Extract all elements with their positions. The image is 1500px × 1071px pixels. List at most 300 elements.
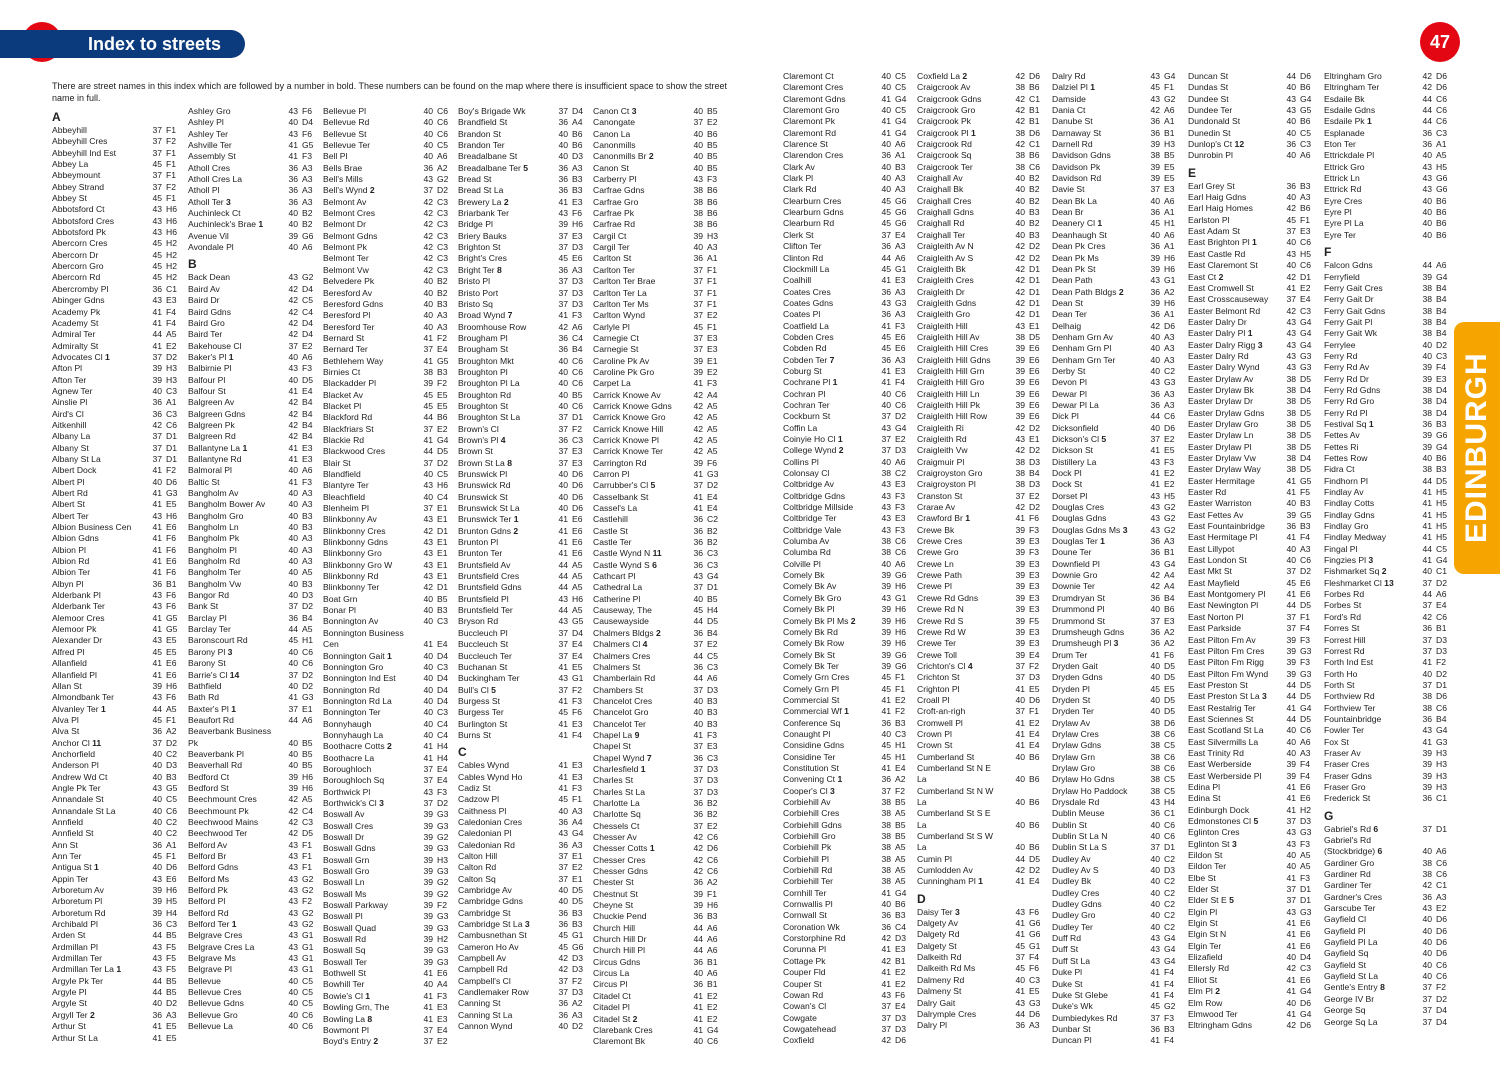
grid-ref: D1: [1164, 842, 1175, 853]
street-name: Dundee Ter: [1188, 105, 1233, 116]
street-entry: [1052, 253, 1182, 264]
map-page: 38: [881, 468, 891, 479]
street-entry: [52, 443, 184, 454]
street-entry: [1188, 1009, 1318, 1020]
grid-ref: A3: [1164, 399, 1175, 410]
map-page: 41: [1422, 521, 1432, 532]
street-entry: [917, 876, 1047, 887]
map-page: 45: [152, 646, 162, 657]
street-name: Eyre Pl La: [1324, 218, 1364, 229]
map-page: 38: [1286, 464, 1296, 475]
street-entry: [1188, 226, 1318, 237]
street-entry: [323, 412, 455, 423]
street-entry: [458, 390, 590, 401]
map-page: 39: [423, 877, 433, 888]
street-entry: [188, 726, 320, 737]
grid-ref: F6: [166, 601, 177, 612]
grid-ref: E3: [572, 457, 583, 468]
grid-ref: A5: [707, 400, 718, 411]
street-entry: [783, 956, 913, 967]
street-name: Abbeyhill Ind Est: [52, 147, 117, 158]
street-name: Craigleith Dr: [917, 286, 965, 297]
street-entry: [323, 265, 455, 276]
grid-ref: B6: [1436, 218, 1447, 229]
street-entry: [323, 775, 455, 786]
street-name: Clinton Rd: [783, 252, 824, 263]
street-name: Corbiehill Pl: [783, 853, 829, 864]
map-page: 43: [423, 571, 433, 582]
street-entry: [188, 185, 320, 196]
street-name: Canning St: [458, 998, 501, 1009]
grid-ref: E3: [572, 446, 583, 457]
street-entry: [1324, 408, 1454, 419]
map-page: 40: [1422, 948, 1432, 959]
street-entry: [783, 253, 913, 264]
street-name: Craigleith Vw: [917, 445, 968, 456]
street-entry: [1052, 899, 1182, 910]
street-entry: [1188, 306, 1318, 317]
grid-ref: G6: [1029, 929, 1041, 940]
street-name: Drummond St: [1052, 615, 1106, 626]
map-page: 44: [1286, 691, 1296, 702]
street-name: Constitution St: [783, 762, 839, 773]
map-page: 42: [1015, 252, 1025, 263]
street-name: Coatfield La: [783, 320, 829, 331]
grid-ref: C6: [437, 117, 448, 128]
grid-ref: E2: [707, 1002, 718, 1013]
map-page: 36: [693, 514, 703, 525]
map-page: 37: [881, 411, 891, 422]
map-page: 40: [1150, 910, 1160, 921]
map-page: 36: [693, 525, 703, 536]
map-page: 37: [693, 264, 703, 275]
map-page: 41: [288, 453, 298, 464]
street-entry: [323, 548, 455, 559]
street-entry: [1188, 907, 1318, 918]
grid-ref: F6: [166, 567, 177, 578]
grid-ref: D2: [895, 411, 906, 422]
street-name: Coates Gdns: [783, 297, 834, 308]
grid-ref: B4: [707, 627, 718, 638]
map-page: 36: [558, 434, 568, 445]
map-page: 43: [881, 297, 891, 308]
grid-ref: B6: [1029, 82, 1040, 93]
street-name: Belgrave Cres: [188, 930, 243, 941]
street-name: Belmont Dr: [323, 219, 366, 230]
street-name: Elliot St: [1188, 974, 1218, 985]
street-entry: [1052, 411, 1182, 422]
grid-ref: A6: [1300, 150, 1311, 161]
grid-ref: A2: [1164, 638, 1175, 649]
grid-ref: E1: [572, 851, 583, 861]
street-name: Croft-an-righ: [917, 706, 966, 717]
street-name: Bryson Rd: [458, 616, 499, 627]
street-entry: [1052, 264, 1182, 275]
grid-ref: E5: [1164, 683, 1175, 694]
street-name: Belford Pl: [188, 896, 226, 907]
map-page: 40: [558, 480, 568, 491]
street-name: Bread St: [458, 174, 492, 185]
street-name: Edmonstones Cl 5: [1188, 816, 1259, 826]
map-page: 40: [1150, 331, 1160, 342]
grid-ref: H6: [572, 593, 583, 604]
street-name: Coates Cres: [783, 286, 831, 297]
street-entry: [917, 434, 1047, 445]
grid-ref: C6: [1300, 237, 1311, 248]
street-entry: [1188, 340, 1318, 351]
street-entry: [323, 866, 455, 877]
map-page: 37: [152, 125, 162, 135]
street-entry: [52, 806, 184, 817]
map-page: 41: [1422, 736, 1432, 747]
street-entry: [1188, 646, 1318, 657]
grid-ref: B6: [895, 899, 906, 910]
street-name: Craighall Gdns: [917, 207, 974, 218]
street-entry: [1052, 706, 1182, 717]
grid-ref: E3: [1164, 615, 1175, 626]
grid-ref: A3: [302, 556, 313, 567]
street-name: East Pilton Fm Wynd: [1188, 668, 1269, 679]
map-page: 42: [423, 219, 433, 230]
street-entry: [593, 628, 725, 639]
street-entry: [783, 876, 913, 887]
street-entry: [783, 150, 913, 161]
street-name: Davidson Pk: [1052, 161, 1101, 172]
map-page: 36: [881, 309, 891, 320]
street-entry: [323, 367, 455, 378]
grid-ref: E2: [166, 340, 177, 351]
map-page: 37: [423, 763, 433, 774]
street-entry: [593, 775, 725, 786]
map-page: 37: [1286, 566, 1296, 577]
street-entry: [1188, 771, 1318, 782]
map-page: 42: [288, 317, 298, 328]
street-entry: [783, 661, 913, 672]
grid-ref: A6: [895, 558, 906, 569]
street-name: Findlay Av: [1324, 487, 1364, 498]
street-entry: [1052, 434, 1182, 445]
grid-ref: D1: [1029, 309, 1040, 320]
street-name: Claremont Pk: [783, 116, 836, 127]
grid-ref: F1: [895, 672, 906, 683]
street-entry: [458, 129, 590, 140]
street-name: Corbiehill Gro: [783, 831, 836, 842]
map-page: 40: [558, 1021, 568, 1032]
map-page: 40: [152, 385, 162, 396]
grid-ref: C3: [437, 230, 448, 241]
street-entry: [188, 140, 320, 151]
street-entry: [1052, 570, 1182, 581]
street-entry: [1188, 408, 1318, 419]
grid-ref: D3: [707, 786, 718, 797]
map-page: 38: [1015, 479, 1025, 490]
grid-ref: C6: [1436, 702, 1447, 713]
map-page: 45: [152, 261, 162, 272]
map-page: 41: [288, 692, 298, 703]
grid-ref: C3: [437, 208, 448, 219]
street-name: Carrick Knowe Gro: [593, 412, 666, 423]
street-entry: [52, 896, 184, 907]
grid-ref: C5: [895, 71, 906, 81]
grid-ref: A5: [302, 567, 313, 578]
street-entry: [783, 309, 913, 320]
map-page: 41: [1150, 967, 1160, 978]
map-page: 36: [1422, 623, 1432, 634]
street-name: Argyle Pl: [52, 987, 87, 998]
street-entry: [1188, 714, 1318, 725]
map-page: 36: [1286, 180, 1296, 191]
grid-ref: H6: [166, 227, 177, 238]
grid-ref: C5: [895, 82, 906, 93]
street-name: Ferry Rd Dr: [1324, 373, 1369, 384]
map-page: 37: [558, 298, 568, 309]
grid-ref: G5: [1300, 509, 1312, 520]
street-entry: [458, 288, 590, 299]
grid-ref: A5: [895, 808, 906, 819]
map-page: [1011, 831, 1025, 842]
grid-ref: D1: [1029, 297, 1040, 308]
map-page: 44: [1286, 600, 1296, 611]
street-name: Carrick Knowe Pl: [593, 434, 659, 445]
grid-ref: C6: [895, 547, 906, 558]
street-name: East Parkside: [1188, 623, 1242, 634]
map-page: 37: [152, 442, 162, 453]
grid-ref: B6: [1029, 150, 1040, 161]
map-page: 44: [558, 559, 568, 570]
street-name: Craigleith Hill Row: [917, 411, 988, 422]
map-page: 40: [1015, 797, 1025, 807]
map-page: 45: [1150, 82, 1160, 93]
index-column: [783, 71, 913, 1047]
grid-ref: A5: [572, 559, 583, 570]
map-page: 37: [152, 453, 162, 464]
map-page: 42: [1422, 611, 1432, 622]
street-name: Bellevue Rd: [323, 117, 370, 128]
street-name: Ellersly Rd: [1188, 963, 1230, 974]
street-entry: [1188, 827, 1318, 838]
map-page: [419, 628, 433, 639]
street-entry: [783, 706, 913, 717]
map-page: 36: [693, 559, 703, 570]
grid-ref: C6: [707, 1036, 718, 1047]
map-page: 44: [288, 714, 298, 725]
grid-ref: C2: [895, 468, 906, 479]
grid-ref: B5: [572, 389, 583, 400]
street-name: Boothacre Cotts 2: [323, 741, 392, 752]
street-name: Craigcrook Pl 1: [917, 127, 976, 138]
grid-ref: B3: [1436, 464, 1447, 475]
street-entry: [52, 658, 184, 669]
grid-ref: E2: [707, 990, 718, 1001]
street-entry: [593, 1025, 725, 1036]
street-name: Blinkbonny Gdns: [323, 537, 388, 548]
grid-ref: B5: [707, 151, 718, 162]
map-page: 37: [693, 741, 703, 752]
map-page: 44: [558, 582, 568, 593]
street-name: Dryden Gdns: [1052, 672, 1103, 683]
street-entry: [188, 976, 320, 987]
street-name: George Sq La: [1324, 1016, 1378, 1027]
map-page: 44: [288, 624, 298, 635]
grid-ref: B4: [302, 408, 313, 419]
grid-ref: A1: [1164, 116, 1175, 127]
street-entry: [323, 163, 455, 174]
map-page: 43: [1150, 955, 1160, 966]
street-entry: [593, 991, 725, 1002]
map-page: 36: [881, 717, 891, 728]
map-page: 40: [693, 140, 703, 151]
grid-ref: D1: [1029, 286, 1040, 297]
street-name: Chesser Cres: [593, 854, 646, 865]
street-name: Fleshmarket Cl 13: [1324, 577, 1394, 588]
map-page: 40: [1150, 876, 1160, 887]
street-name: Dudley Gro: [1052, 910, 1096, 921]
map-page: 42: [1015, 309, 1025, 320]
map-page: 42: [1286, 203, 1296, 214]
street-entry: [1324, 748, 1454, 759]
street-entry: [1324, 635, 1454, 646]
street-entry: [1324, 612, 1454, 623]
grid-ref: G6: [1029, 918, 1041, 929]
grid-ref: E1: [437, 514, 448, 525]
street-entry: [917, 253, 1047, 264]
map-page: 41: [881, 706, 891, 717]
street-name: Chessels Ct: [593, 820, 640, 831]
section-letter: A: [52, 110, 61, 124]
map-page: 40: [1286, 736, 1296, 747]
street-name: Fingzies Pl 3: [1324, 555, 1374, 566]
grid-ref: C6: [1436, 105, 1447, 116]
street-entry: [323, 571, 455, 582]
street-entry: [783, 933, 913, 944]
grid-ref: F3: [302, 151, 313, 162]
street-name: East Adam St: [1188, 226, 1241, 237]
map-page: 40: [1422, 453, 1432, 463]
street-name: Falcon Gdns: [1324, 260, 1373, 271]
grid-ref: C6: [166, 805, 177, 816]
grid-ref: B4: [1436, 282, 1447, 293]
street-name: Bowhill Ter: [323, 979, 365, 990]
map-page: 36: [1150, 241, 1160, 252]
grid-ref: F3: [437, 786, 448, 797]
street-name: East Montgomery Pl: [1188, 589, 1266, 600]
grid-ref: G1: [302, 964, 314, 975]
street-name: Craighall Rd: [917, 218, 965, 229]
street-name: Chapel La 9: [593, 729, 640, 740]
street-name: Abbotsford Pk: [52, 227, 106, 238]
grid-ref: E4: [707, 503, 718, 514]
street-name: Blair St: [323, 457, 351, 468]
street-entry: [917, 298, 1047, 309]
map-page: 43: [288, 128, 298, 139]
street-name: Brunswick St La: [458, 503, 520, 514]
map-page: 41: [152, 1032, 162, 1043]
street-entry: [188, 284, 320, 295]
map-page: 41: [881, 377, 891, 388]
street-name: Bangholm Pl: [188, 544, 237, 555]
grid-ref: B2: [1029, 218, 1040, 229]
street-name: Carrubber's Cl 5: [593, 480, 656, 491]
street-name: Belgrave Cres La: [188, 941, 255, 952]
grid-ref: G1: [572, 673, 584, 684]
map-page: 38: [1150, 774, 1160, 785]
street-name: Conaught Pl: [783, 728, 831, 739]
map-page: 40: [1150, 865, 1160, 876]
street-entry: [783, 1035, 913, 1046]
street-name: Cowgatehead: [783, 1023, 837, 1034]
map-page: 41: [558, 661, 568, 672]
street-name: La: [917, 819, 927, 830]
grid-ref: F1: [1300, 611, 1311, 622]
grid-ref: B6: [572, 140, 583, 151]
grid-ref: G2: [437, 877, 449, 888]
grid-ref: B5: [302, 737, 313, 748]
grid-ref: B3: [1300, 498, 1311, 509]
grid-ref: E4: [895, 1001, 906, 1012]
grid-ref: E5: [1164, 161, 1175, 172]
map-page: 36: [558, 907, 568, 918]
map-page: 41: [693, 1024, 703, 1035]
map-page: 39: [423, 922, 433, 933]
map-page: 36: [1422, 713, 1432, 724]
map-page: 41: [423, 1013, 433, 1024]
grid-ref: D5: [1300, 407, 1311, 418]
street-name: Castle St: [593, 525, 628, 536]
street-entry: [52, 545, 184, 556]
street-name: Alderbank Pl: [52, 590, 101, 601]
street-entry: [593, 322, 725, 333]
street-entry: [1324, 498, 1454, 509]
street-name: Cadiz St: [458, 782, 491, 793]
grid-ref: A5: [166, 329, 177, 340]
map-page: 36: [1150, 808, 1160, 819]
street-entry: [1324, 82, 1454, 93]
map-page: 40: [1422, 971, 1432, 982]
grid-ref: B1: [166, 578, 177, 589]
grid-ref: F2: [1029, 660, 1040, 671]
grid-ref: D5: [707, 616, 718, 627]
street-name: Bellevue: [188, 975, 221, 986]
street-name: Dean Ter: [1052, 309, 1087, 320]
grid-ref: A2: [895, 774, 906, 785]
map-page: 36: [693, 627, 703, 638]
street-entry: [188, 242, 320, 253]
street-entry: [1324, 328, 1454, 339]
street-entry: [783, 774, 913, 785]
street-entry: [323, 753, 455, 764]
map-page: 37: [288, 703, 298, 714]
street-entry: [1324, 532, 1454, 543]
street-entry: [783, 672, 913, 683]
street-name: Clarendon Cres: [783, 150, 844, 161]
street-name: Bellevue La: [188, 1021, 233, 1032]
street-name: Dorset Pl: [1052, 490, 1088, 501]
street-name: Ann St: [52, 839, 78, 850]
grid-ref: B3: [572, 185, 583, 196]
street-name: Campbell Rd: [458, 964, 508, 975]
map-page: 41: [152, 533, 162, 544]
street-name: Blackadder Pl: [323, 378, 377, 389]
map-page: 37: [881, 1001, 891, 1012]
street-name: Crewe Ln: [917, 558, 954, 569]
grid-ref: C5: [437, 469, 448, 479]
grid-ref: A5: [1436, 150, 1447, 161]
grid-ref: C5: [166, 794, 177, 805]
street-entry: [188, 197, 320, 208]
street-entry: [917, 264, 1047, 275]
street-name: Calton Rd: [458, 862, 497, 873]
map-page: 39: [1422, 781, 1432, 792]
